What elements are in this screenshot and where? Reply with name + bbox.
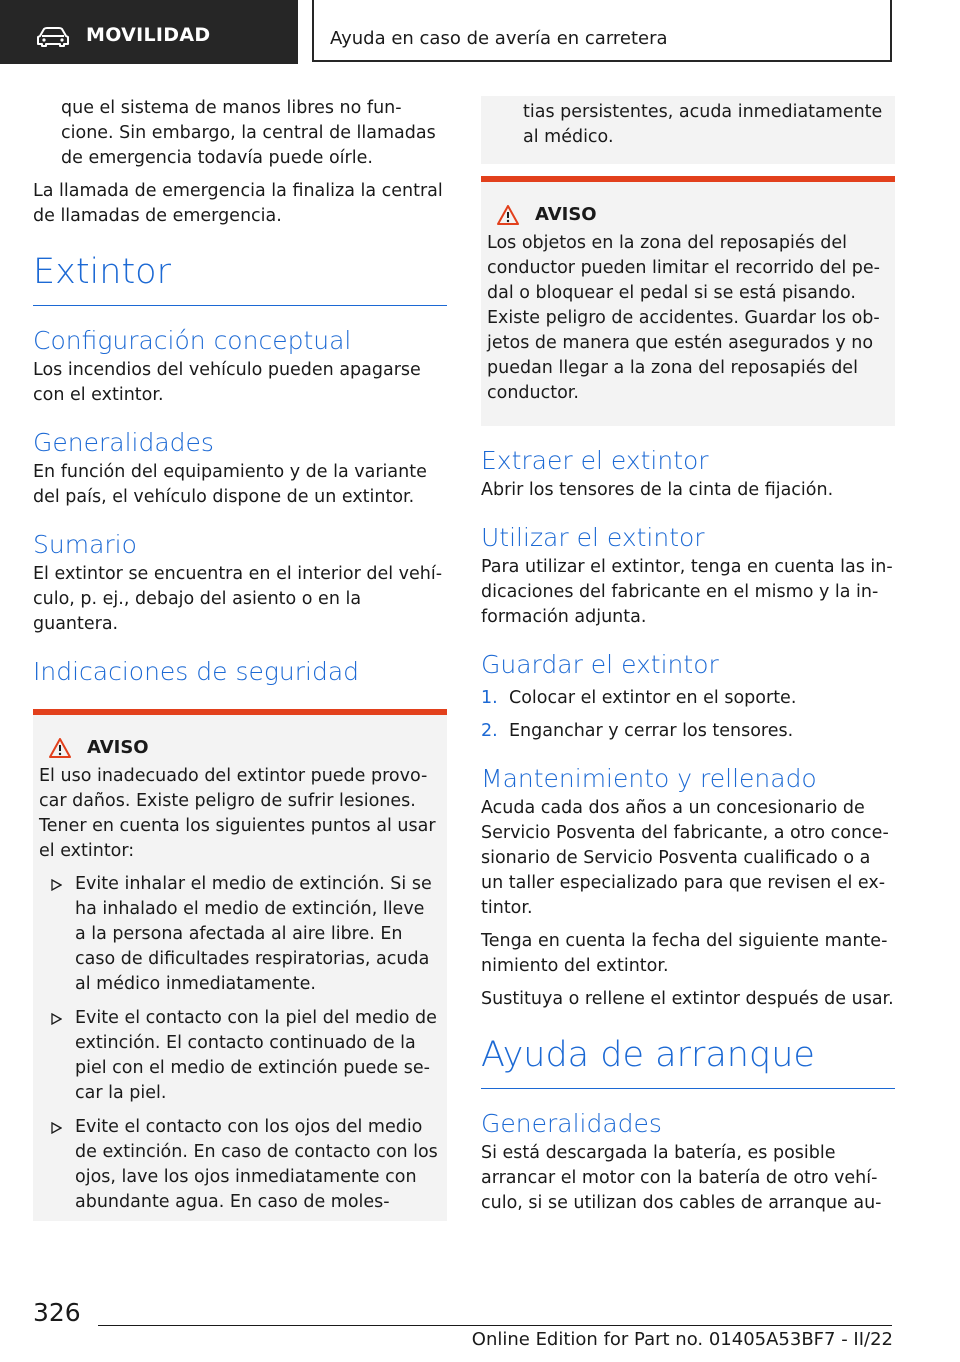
bullet-triangle-icon [51,1122,62,1134]
bullet-triangle-icon [51,879,62,891]
warning-icon [497,205,519,225]
paragraph: Si está descargada la batería, es posible arrancar el motor con la batería de otro vehí-culo, si se utilizan dos cables de arranque au- [481,1143,882,1213]
paragraph: Sustituya o rellene el extintor después de usar. [481,989,894,1009]
chapter-header [312,0,892,62]
heading-mantenimiento: Mantenimiento y rellenado [481,764,817,793]
bullet-list [39,872,439,1215]
heading-extraer: Extraer el extintor [481,446,709,475]
left-column [33,96,447,1221]
edition-note: Online Edition for Part no. 01405A53BF7 - II/22 [471,1329,893,1350]
warning-text: Los objetos en la zona del reposapiés del conductor pueden limitar el recorrido del pe-dal o bloquear el pedal si se está pisando. Existe peligro de accidentes. Guardar los ob-jetos de manera que estén asegurados y no puedan llegar a la zona del reposapiés del conductor. [487,233,880,403]
step-number: 1. [481,688,498,708]
paragraph: La llamada de emergencia la finaliza la central de llamadas de emergencia. [33,181,443,226]
heading-sumario: Sumario [33,530,137,559]
warning-icon [49,738,71,758]
step-text: Colocar el extintor en el soporte. [509,688,797,708]
paragraph: Acuda cada dos años a un concesionario de Servicio Posventa del fabricante, a otro conce-sionario de Servicio Posventa cualificado o a un taller especializado para que revisen el ex-tintor. [481,798,889,918]
page-number: 326 [33,1298,81,1327]
paragraph: Los incendios del vehículo pueden apagarse con el extintor. [33,360,421,405]
list-item [39,1006,439,1106]
heading-guardar: Guardar el extintor [481,650,719,679]
section-label: MOVILIDAD [86,24,211,46]
heading-arranque: Ayuda de arranque [481,1034,895,1089]
footer-divider [98,1325,892,1326]
paragraph: En función del equipamiento y de la variante del país, el vehículo dispone de un extintor. [33,462,427,507]
paragraph: que el sistema de manos libres no fun-cione. Sin embargo, la central de llamadas de emergencia todavía puede oírle. [61,98,436,168]
paragraph: tias persistentes, acuda inmediatamente al médico. [523,102,883,147]
heading-generalidades-arranque: Generalidades [481,1109,662,1138]
warning-box [33,709,447,1221]
bullet-triangle-icon [51,1013,62,1025]
warning-continuation [481,96,895,164]
list-item [481,686,895,711]
car-icon [36,27,70,47]
warning-text: El uso inadecuado del extintor puede provo-car daños. Existe peligro de sufrir lesiones. Tener en cuenta los siguientes puntos al usar el extintor: [39,766,436,861]
list-item [481,719,895,744]
warning-box [481,176,895,426]
section-header [0,0,298,64]
warning-title: AVISO [535,204,597,225]
heading-extintor: Extintor [33,251,447,306]
heading-configuracion: Configuración conceptual [33,326,352,355]
paragraph: Para utilizar el extintor, tenga en cuenta las in-dicaciones del fabricante en el mismo y la in-formación adjunta. [481,557,893,627]
right-column [481,100,895,1216]
list-item [39,1115,439,1215]
steps-list [481,686,895,744]
chapter-title: Ayuda en caso de avería en carretera [330,28,668,49]
list-item-text: Evite el contacto con los ojos del medio de extinción. En caso de contacto con los ojos, lave los ojos inmediatamente con abundante agua. En caso de moles- [75,1117,438,1212]
heading-seguridad: Indicaciones de seguridad [33,657,360,686]
step-number: 2. [481,721,498,741]
heading-utilizar: Utilizar el extintor [481,523,705,552]
list-item-text: Evite el contacto con la piel del medio de extinción. El contacto continuado de la piel con el medio de extinción puede se-car la piel. [75,1008,437,1103]
heading-generalidades: Generalidades [33,428,214,457]
paragraph: Tenga en cuenta la fecha del siguiente mante-nimiento del extintor. [481,931,888,976]
step-text: Enganchar y cerrar los tensores. [509,721,794,741]
list-item [39,872,439,997]
paragraph: Abrir los tensores de la cinta de fijación. [481,480,834,500]
warning-title: AVISO [87,737,149,758]
paragraph: El extintor se encuentra en el interior del vehí-culo, p. ej., debajo del asiento o en la guantera. [33,564,443,634]
list-item-text: Evite inhalar el medio de extinción. Si se ha inhalado el medio de extinción, lleve a la persona afectada al aire libre. En caso de dificultades respiratorias, acuda al médico inmediatamente. [75,874,432,994]
